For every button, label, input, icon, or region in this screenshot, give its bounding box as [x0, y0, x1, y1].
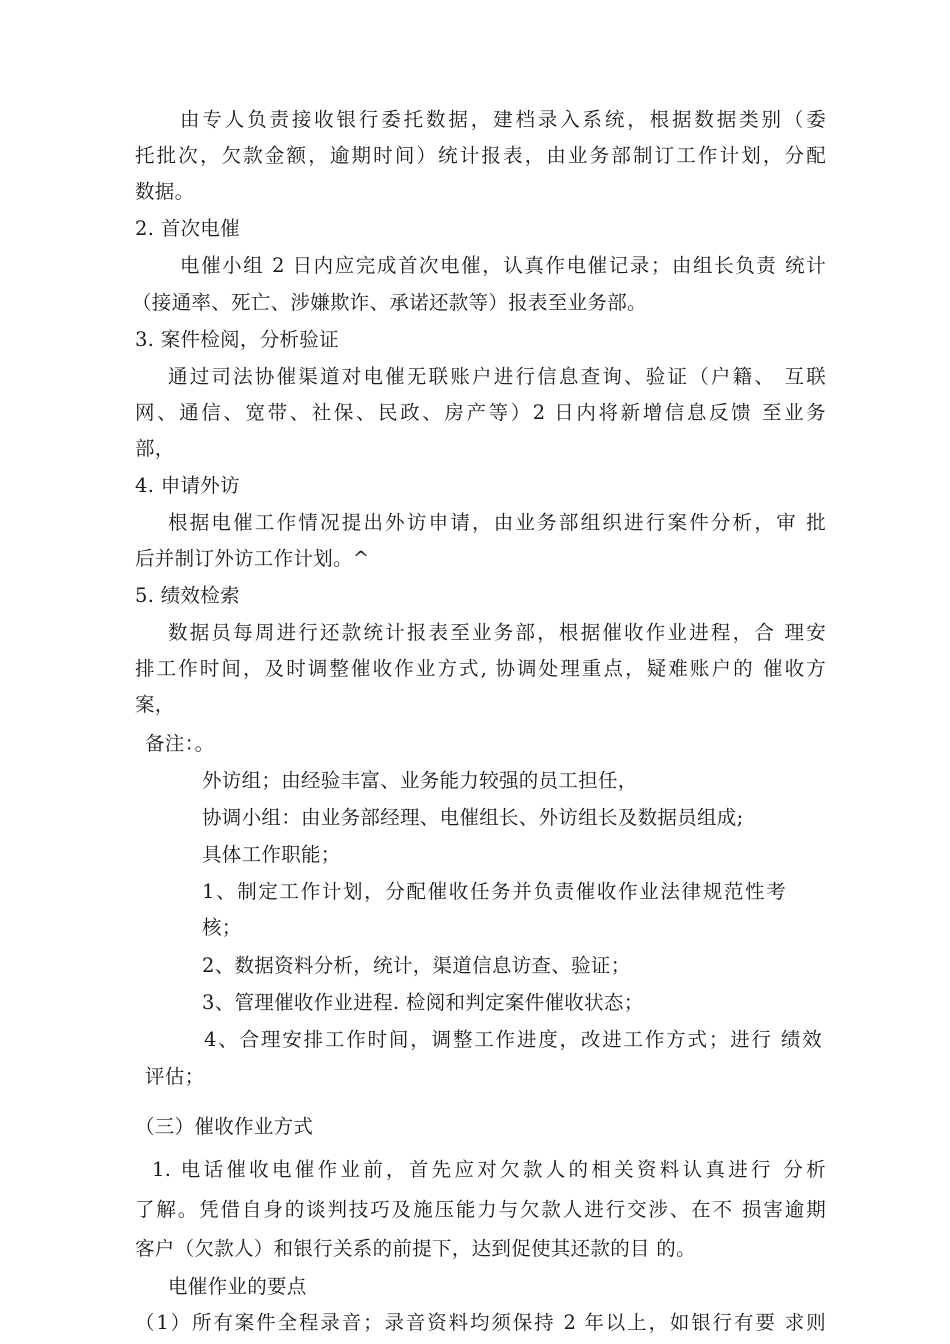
paragraph-line: 托批次，欠款金额，逾期时间）统计报表，由业务部制订工作计划，分配 — [135, 144, 826, 167]
paragraph-line: 客户（欠款人）和银行关系的前提下，达到促使其还款的目 的。 — [135, 1237, 696, 1260]
paragraph-line: 通过司法协催渠道对电催无联账户进行信息查询、验证（户籍、 互联 — [168, 365, 826, 388]
paragraph-line: 数据。 — [135, 180, 195, 203]
paragraph-line: 电催小组 2 日内应完成首次电催，认真作电催记录；由组长负责 统计 — [180, 254, 826, 277]
section-heading: 3. 案件检阅，分析验证 — [135, 328, 339, 351]
section-heading: 4. 申请外访 — [135, 474, 240, 497]
section-heading: 5. 绩效检索 — [135, 584, 240, 607]
note-line: 3、管理催收作业进程. 检阅和判定案件催收状态； — [202, 991, 644, 1014]
note-line: 4、合理安排工作时间，调整工作进度，改进工作方式；进行 绩效 — [204, 1028, 822, 1051]
paragraph-line: 根据电催工作情况提出外访申请，由业务部组织进行案件分析，审 批 — [168, 511, 826, 534]
paragraph-line: 网、通信、宽带、社保、民政、房产等）2 日内将新增信息反馈 至业务 — [135, 401, 826, 424]
note-line: 协调小组：由业务部经理、电催组长、外访组长及数据员组成; — [202, 806, 744, 829]
note-line: 核； — [202, 916, 242, 939]
paragraph-line: 了解。凭借自身的谈判技巧及施压能力与欠款人进行交涉、在不 损害逾期 — [135, 1198, 826, 1221]
paragraph-line: 排工作时间，及时调整催收作业方式, 协调处理重点，疑难账户的 催收方 — [135, 657, 826, 680]
paragraph-line: 案， — [135, 693, 175, 716]
paragraph-line: 数据员每周进行还款统计报表至业务部，根据催收作业进程，合 理安 — [168, 621, 826, 644]
paragraph-line: 部， — [135, 437, 175, 460]
paragraph-line: 后并制订外访工作计划。^ — [135, 547, 370, 570]
paragraph-line: 由专人负责接收银行委托数据，建档录入系统，根据数据类别（委 — [180, 108, 826, 131]
section-heading: 2. 首次电催 — [135, 217, 240, 240]
subheading: 电催作业的要点 — [168, 1275, 307, 1298]
section-heading: （三）催收作业方式 — [135, 1115, 314, 1138]
note-line: 1、制定工作计划，分配催收任务并负责催收作业法律规范性考 — [202, 880, 786, 903]
paragraph-line: （接通率、死亡、涉嫌欺诈、承诺还款等）报表至业务部。 — [132, 291, 647, 314]
note-line: 2、数据资料分析，统计，渠道信息访查、验证； — [202, 954, 631, 977]
note-line: 外访组；由经验丰富、业务能力较强的员工担任， — [202, 769, 638, 792]
note-label: 备注：。 — [145, 732, 215, 755]
paragraph-line: 1. 电话催收电催作业前，首先应对欠款人的相关资料认真进行 分析 — [152, 1158, 826, 1181]
paragraph-line: （1）所有案件全程录音；录音资料均须保持 2 年以上，如银行有要 求则 — [135, 1311, 826, 1334]
note-line: 评估； — [145, 1065, 205, 1088]
note-line: 具体工作职能； — [202, 843, 341, 866]
